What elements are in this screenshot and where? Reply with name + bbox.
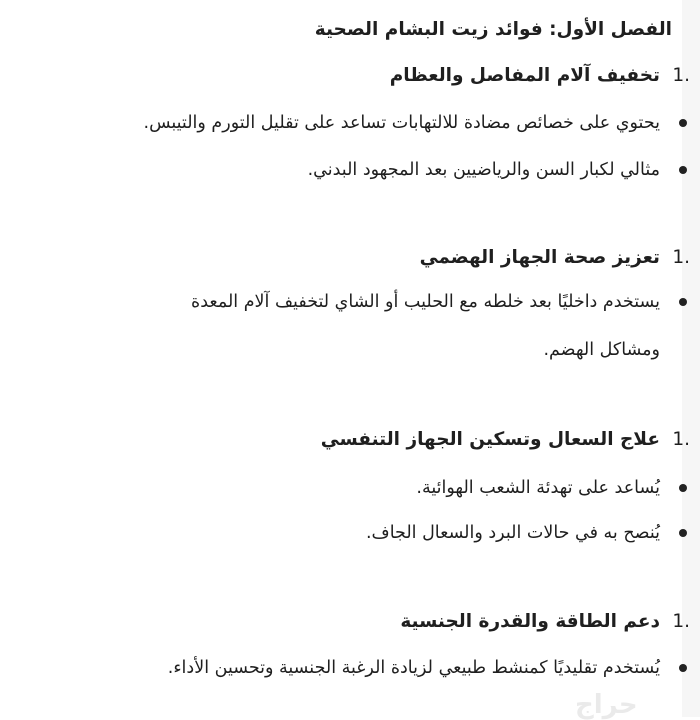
heading-text: دعم الطاقة والقدرة الجنسية xyxy=(400,611,660,632)
bullet-text: يُنصح به في حالات البرد والسعال الجاف. xyxy=(365,523,660,543)
heading-text: تخفيف آلام المفاصل والعظام xyxy=(389,65,660,86)
bullet-text: يستخدم داخليًا بعد خلطه مع الحليب أو الشاي لتخفيف آلام المعدة xyxy=(191,292,660,312)
bullet-icon xyxy=(679,664,687,672)
bullet-icon xyxy=(679,298,687,306)
section-heading xyxy=(400,609,690,635)
section-heading xyxy=(389,63,690,89)
list-number: 1. xyxy=(672,65,690,86)
bullet-icon xyxy=(679,529,687,537)
list-item xyxy=(144,110,661,136)
section-heading xyxy=(320,427,690,453)
watermark-logo: حراج xyxy=(575,690,638,720)
heading-text: علاج السعال وتسكين الجهاز التنفسي xyxy=(320,429,660,450)
list-item xyxy=(168,655,660,681)
heading-text: تعزيز صحة الجهاز الهضمي xyxy=(419,247,660,268)
bullet-text: يُساعد على تهدئة الشعب الهوائية. xyxy=(416,478,660,498)
bullet-icon xyxy=(679,166,687,174)
bullet-continuation: ومشاكل الهضم. xyxy=(543,340,660,360)
bullet-icon xyxy=(679,484,687,492)
list-number: 1. xyxy=(672,611,690,632)
list-number: 1. xyxy=(672,429,690,450)
list-item xyxy=(191,289,660,315)
section-heading xyxy=(419,245,690,271)
bullet-icon xyxy=(679,119,687,127)
list-item xyxy=(308,157,660,183)
list-item xyxy=(366,520,660,546)
list-number: 1. xyxy=(672,247,690,268)
bullet-text: يحتوي على خصائص مضادة للالتهابات تساعد على تقليل التورم والتيبس. xyxy=(143,113,660,133)
bullet-text: يُستخدم تقليديًا كمنشط طبيعي لزيادة الرغبة الجنسية وتحسين الأداء. xyxy=(167,658,660,678)
bullet-text: مثالي لكبار السن والرياضيين بعد المجهود البدني. xyxy=(307,160,660,180)
list-item xyxy=(416,475,660,501)
chapter-title: الفصل الأول: فوائد زيت البشام الصحية xyxy=(314,19,672,40)
